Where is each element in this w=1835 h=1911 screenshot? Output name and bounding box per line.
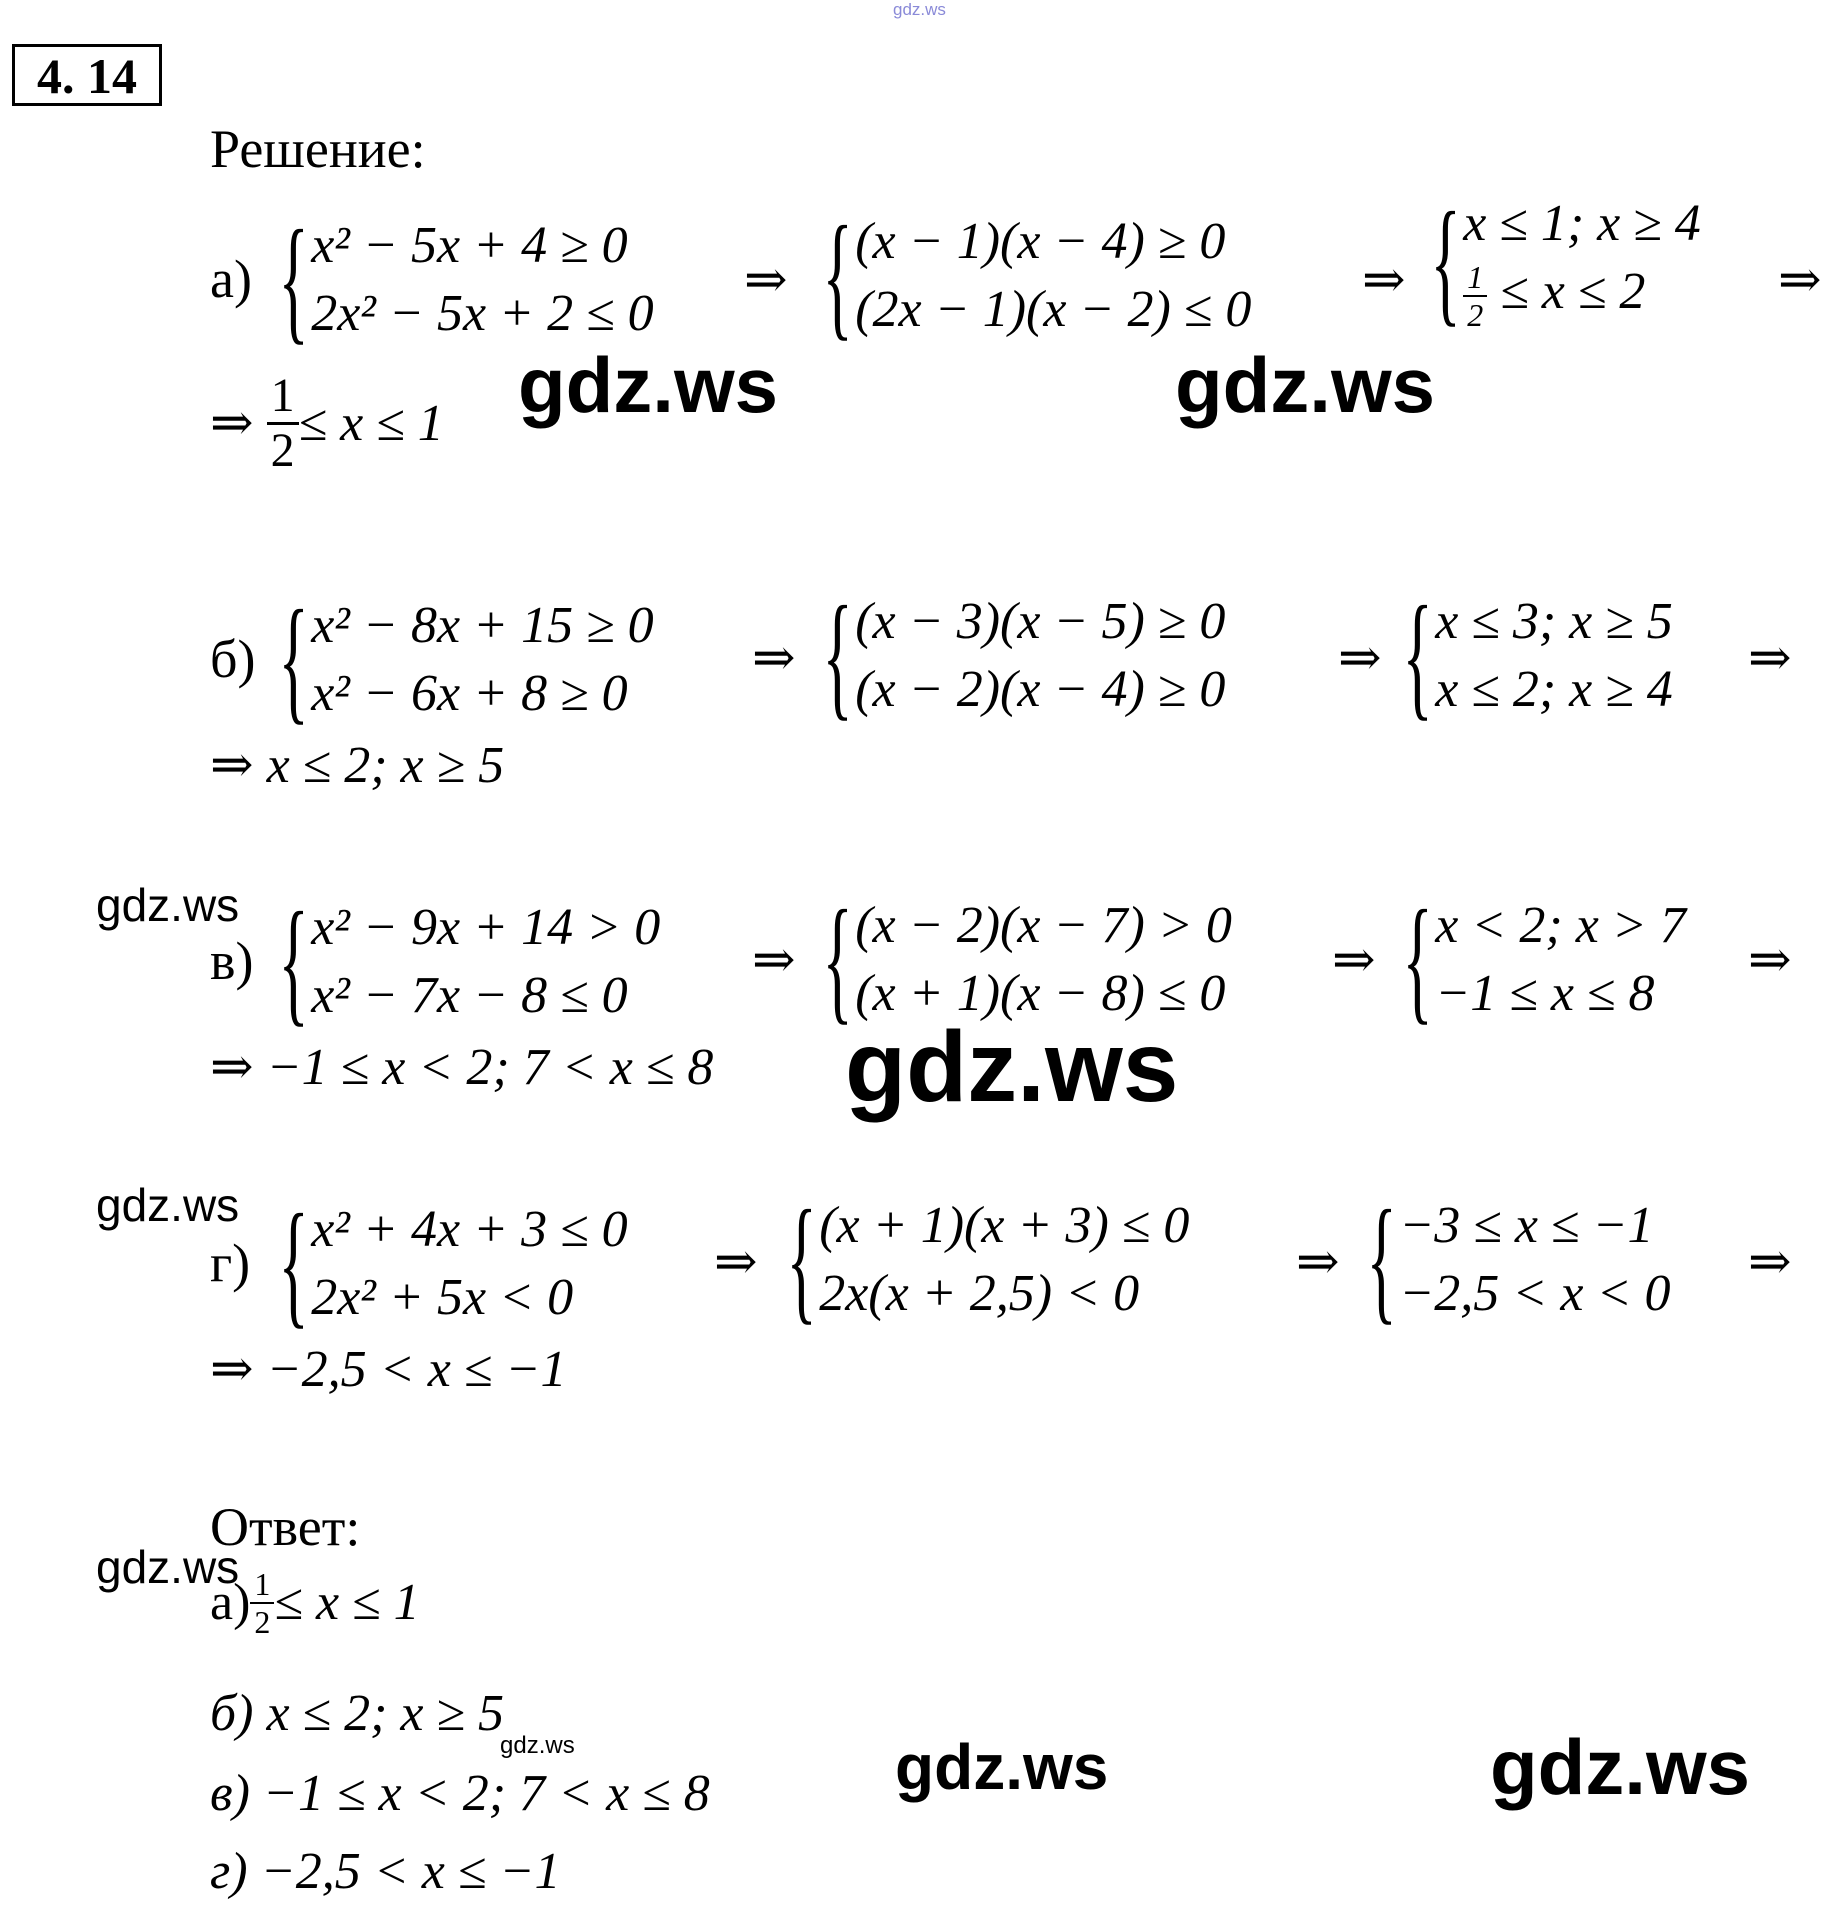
brace: { <box>822 198 853 353</box>
part-b-result: ⇒ x ≤ 2; x ≥ 5 <box>210 737 505 794</box>
part-d-system-2 <box>776 1182 1190 1337</box>
fraction: $\frac{1}{2}$ <box>250 1566 274 1640</box>
brace: { <box>278 582 309 737</box>
part-b-system-2 <box>812 578 1226 733</box>
inequality: x² − 5x + 4 ≥ 0 <box>311 217 628 274</box>
implies-arrow: ⇒ <box>752 630 796 687</box>
implies-arrow: ⇒ <box>1332 932 1376 989</box>
inequality: x² − 8x + 15 ≥ 0 <box>311 597 654 654</box>
answer-a: а) $\frac{1}{2}$ ≤ x ≤ 1 <box>210 1566 420 1640</box>
watermark: gdz.ws <box>1490 1723 1751 1811</box>
inequality: −1 ≤ x ≤ 8 <box>1435 965 1655 1022</box>
brace: { <box>278 202 309 357</box>
inequality: (x − 3)(x − 5) ≥ 0 <box>855 593 1226 650</box>
inequality: (x + 1)(x − 8) ≤ 0 <box>855 965 1226 1022</box>
inequality: x ≤ 3; x ≥ 5 <box>1435 593 1673 650</box>
inequality: (x − 1)(x − 4) ≥ 0 <box>855 213 1226 270</box>
brace: { <box>1402 882 1433 1037</box>
part-d-label: г) <box>210 1233 251 1293</box>
part-a-label: а) <box>210 249 252 309</box>
part-b-system-1 <box>268 582 654 737</box>
watermark: gdz.ws <box>96 1541 240 1593</box>
inequality: (x + 1)(x + 3) ≤ 0 <box>819 1197 1190 1254</box>
brace: { <box>1402 578 1433 733</box>
part-d-system-3 <box>1356 1182 1671 1337</box>
solution-label: Решение: <box>210 119 426 179</box>
brace: { <box>278 884 309 1039</box>
implies-arrow: ⇒ <box>1748 1234 1792 1291</box>
implies-arrow: ⇒ <box>1338 630 1382 687</box>
inequality: x² − 9x + 14 > 0 <box>311 899 661 956</box>
brace: { <box>1430 183 1461 339</box>
watermark: gdz.ws <box>1175 341 1436 429</box>
watermark: gdz.ws <box>96 879 240 931</box>
part-b-system-3 <box>1392 578 1673 733</box>
brace: { <box>786 1182 817 1337</box>
inequality: 2x² − 5x + 2 ≤ 0 <box>311 285 654 342</box>
inequality: (x − 2)(x − 4) ≥ 0 <box>855 661 1226 718</box>
inequality: (x − 2)(x − 7) > 0 <box>855 897 1232 954</box>
implies-arrow: ⇒ <box>744 252 788 309</box>
watermark: gdz.ws <box>895 1731 1109 1803</box>
part-c-system-2 <box>812 882 1232 1037</box>
inequality: x ≤ 2; x ≥ 4 <box>1435 661 1673 718</box>
part-a-system-3 <box>1420 183 1701 339</box>
brace: { <box>822 882 853 1037</box>
part-d-result: ⇒ −2,5 < x ≤ −1 <box>210 1341 567 1398</box>
inequality: x ≤ 1; x ≥ 4 <box>1463 195 1701 252</box>
inequality: x < 2; x > 7 <box>1435 897 1686 954</box>
fraction: $\frac{1}{2}$ <box>1463 259 1487 333</box>
task-number: 4. 14 <box>12 44 162 106</box>
answer-label: Ответ: <box>210 1497 361 1557</box>
watermark: gdz.ws <box>96 1179 240 1231</box>
answer-b: б) x ≤ 2; x ≥ 5 <box>210 1685 505 1742</box>
inequality: −3 ≤ x ≤ −1 <box>1399 1197 1654 1254</box>
implies-arrow: ⇒ <box>1296 1234 1340 1291</box>
answer-d: г) −2,5 < x ≤ −1 <box>210 1843 561 1900</box>
watermark: gdz.ws <box>845 1011 1179 1123</box>
brace: { <box>822 578 853 733</box>
inequality: x² − 7x − 8 ≤ 0 <box>311 967 628 1024</box>
part-a-system-2 <box>812 198 1252 353</box>
inequality: $\frac{1}{2}$ ≤ x ≤ 2 <box>1463 258 1701 333</box>
brace: { <box>278 1186 309 1341</box>
answer-c: в) −1 ≤ x < 2; 7 < x ≤ 8 <box>210 1765 710 1822</box>
inequality: 2x(x + 2,5) < 0 <box>819 1265 1140 1322</box>
part-d-system-1 <box>268 1186 628 1341</box>
part-a-result: ⇒ $\frac{1}{2}$ ≤ x ≤ 1 <box>210 369 444 477</box>
implies-arrow: ⇒ <box>752 932 796 989</box>
implies-arrow: ⇒ <box>1778 252 1822 309</box>
watermark: gdz.ws <box>500 1732 575 1759</box>
top-watermark: gdz.ws <box>893 0 946 19</box>
brace: { <box>1366 1182 1397 1337</box>
part-a-system-1 <box>268 202 654 357</box>
implies-arrow: ⇒ <box>1748 630 1792 687</box>
implies-arrow: ⇒ <box>1748 932 1792 989</box>
implies-arrow: ⇒ <box>714 1234 758 1291</box>
inequality: x² − 6x + 8 ≥ 0 <box>311 665 628 722</box>
inequality: (2x − 1)(x − 2) ≤ 0 <box>855 281 1252 338</box>
watermark: gdz.ws <box>518 341 779 429</box>
part-c-system-3 <box>1392 882 1686 1037</box>
inequality: x² + 4x + 3 ≤ 0 <box>311 1201 628 1258</box>
part-c-label: в) <box>210 931 254 991</box>
inequality: 2x² + 5x < 0 <box>311 1269 574 1326</box>
part-b-label: б) <box>210 629 256 689</box>
part-c-result: ⇒ −1 ≤ x < 2; 7 < x ≤ 8 <box>210 1039 714 1096</box>
implies-arrow: ⇒ <box>1362 252 1406 309</box>
fraction: $\frac{1}{2}$ <box>267 370 299 477</box>
part-c-system-1 <box>268 884 661 1039</box>
inequality: −2,5 < x < 0 <box>1399 1265 1671 1322</box>
